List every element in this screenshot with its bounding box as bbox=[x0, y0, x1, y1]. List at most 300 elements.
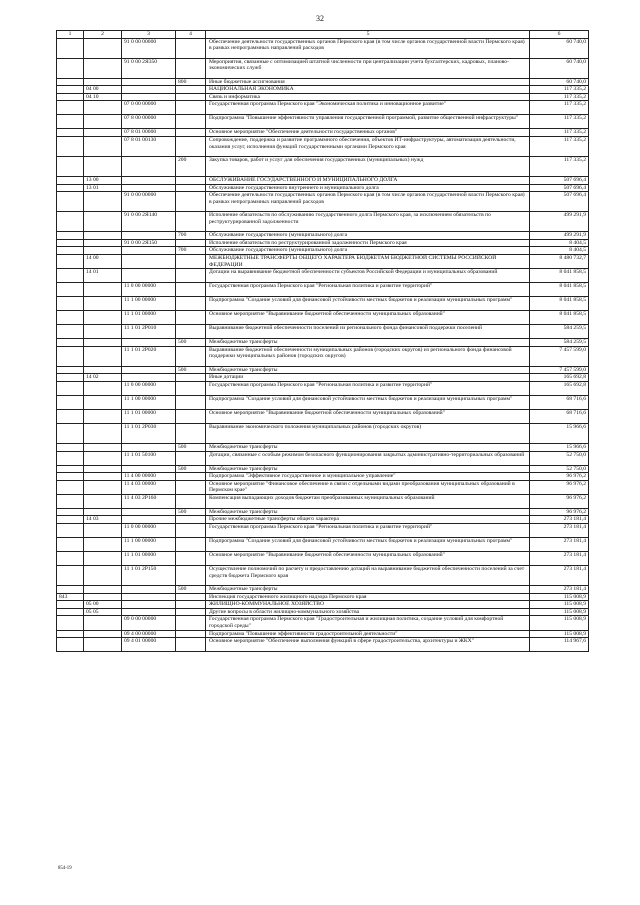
expense-type-code-cell bbox=[176, 311, 206, 325]
section-code-cell bbox=[84, 247, 122, 255]
description-cell: Связь и информатика bbox=[206, 93, 530, 101]
amount-cell: 115 008,9 bbox=[530, 608, 589, 616]
amount-cell: 117 335,2 bbox=[530, 93, 589, 101]
table-row bbox=[57, 311, 589, 325]
description-cell: Закупка товаров, работ и услуг для обеспечения государственных (муниципальных) нужд bbox=[206, 156, 530, 176]
grbs-code-cell bbox=[57, 269, 84, 283]
description-cell: Основное мероприятие "Финансовое обеспечение в связи с отдельными видами преобразования муниципальных образований в Пермском крае" bbox=[206, 480, 530, 494]
expense-type-code-cell bbox=[176, 58, 206, 78]
target-article-code-cell: 11 1 00 00000 bbox=[122, 538, 176, 552]
description-cell: Подпрограмма "Повышение эффективности управления государственной программой, развитие общественной инфраструктуры" bbox=[206, 115, 530, 129]
grbs-code-cell bbox=[57, 616, 84, 630]
description-cell: Обслуживание государственного (муниципального) долга bbox=[206, 232, 530, 240]
grbs-code-cell bbox=[57, 254, 84, 268]
table-row bbox=[57, 184, 589, 192]
table-row bbox=[57, 552, 589, 566]
amount-cell: 96 976,2 bbox=[530, 508, 589, 516]
amount-cell: 7 457 599,0 bbox=[530, 346, 589, 366]
table-row bbox=[57, 254, 589, 268]
description-cell: Обеспечение деятельности государственных органов Пермского края (в том числе органов государственной власти Пермского края) в рамках непрограммных направлений расходов bbox=[206, 192, 530, 212]
description-cell: Основное мероприятие "Обеспечение деятельности государственных органов" bbox=[206, 129, 530, 137]
section-code-cell bbox=[84, 156, 122, 176]
table-row bbox=[57, 86, 589, 94]
amount-cell: 273 181,4 bbox=[530, 566, 589, 586]
expense-type-code-cell bbox=[176, 494, 206, 508]
grbs-code-cell bbox=[57, 78, 84, 86]
amount-cell: 68 716,6 bbox=[530, 395, 589, 409]
target-article-code-cell: 91 0 00 2Я350 bbox=[122, 58, 176, 78]
grbs-code-cell bbox=[57, 239, 84, 247]
description-cell: Государственная программа Пермского края "Экономическая политика и инновационное развитие" bbox=[206, 101, 530, 115]
description-cell: Выравнивание экономического положения муниципальных районов (городских округов) bbox=[206, 423, 530, 443]
table-row bbox=[57, 395, 589, 409]
description-cell: Исполнение обязательств по обслуживанию государственного долга Пермского края, за исключением обязательств по реструктурированной задолженности bbox=[206, 212, 530, 232]
target-article-code-cell: 09 4 01 00000 bbox=[122, 638, 176, 652]
table-row bbox=[57, 232, 589, 240]
section-code-cell bbox=[84, 129, 122, 137]
table-row bbox=[57, 423, 589, 443]
expense-type-code-cell bbox=[176, 552, 206, 566]
amount-cell: 8 041 858,5 bbox=[530, 311, 589, 325]
section-code-cell bbox=[84, 494, 122, 508]
amount-cell: 114 967,6 bbox=[530, 638, 589, 652]
amount-cell: 96 976,2 bbox=[530, 494, 589, 508]
table-row bbox=[57, 176, 589, 184]
expense-type-code-cell bbox=[176, 115, 206, 129]
grbs-code-cell bbox=[57, 184, 84, 192]
table-row bbox=[57, 409, 589, 423]
target-article-code-cell bbox=[122, 601, 176, 609]
description-cell: Обслуживание государственного (муниципального) долга bbox=[206, 247, 530, 255]
expense-type-code-cell: 200 bbox=[176, 156, 206, 176]
amount-cell: 96 976,2 bbox=[530, 480, 589, 494]
amount-cell: 60 740,0 bbox=[530, 58, 589, 78]
section-code-cell bbox=[84, 423, 122, 443]
target-article-code-cell: 11 1 01 50100 bbox=[122, 451, 176, 465]
grbs-code-cell bbox=[57, 93, 84, 101]
amount-cell: 15 966,6 bbox=[530, 423, 589, 443]
amount-cell: 165 692,8 bbox=[530, 374, 589, 382]
target-article-code-cell bbox=[122, 443, 176, 451]
grbs-code-cell bbox=[57, 538, 84, 552]
section-code-cell bbox=[84, 381, 122, 395]
amount-cell: 499 291,9 bbox=[530, 212, 589, 232]
grbs-code-cell bbox=[57, 524, 84, 538]
expense-type-code-cell bbox=[176, 283, 206, 297]
table-row bbox=[57, 516, 589, 524]
target-article-code-cell bbox=[122, 184, 176, 192]
expense-type-code-cell bbox=[176, 616, 206, 630]
expense-type-code-cell bbox=[176, 451, 206, 465]
description-cell: Осуществление полномочий по расчету и предоставлению дотаций на выравнивание бюджетной обеспеченности поселений за счет средств бюджета Пермского края bbox=[206, 566, 530, 586]
description-cell: Подпрограмма "Эффективное государственное и муниципальное управление" bbox=[206, 473, 530, 481]
table-row bbox=[57, 58, 589, 78]
table-row bbox=[57, 366, 589, 374]
target-article-code-cell: 11 1 01 00000 bbox=[122, 311, 176, 325]
grbs-code-cell bbox=[57, 212, 84, 232]
table-row bbox=[57, 101, 589, 115]
section-code-cell: 13 01 bbox=[84, 184, 122, 192]
grbs-code-cell bbox=[57, 346, 84, 366]
grbs-code-cell bbox=[57, 465, 84, 473]
section-code-cell bbox=[84, 346, 122, 366]
header-col-6: 6 bbox=[530, 31, 589, 39]
table-row bbox=[57, 601, 589, 609]
description-cell: Дотации на выравнивание бюджетной обеспеченности субъектов Российской Федерации и муниципальных образований bbox=[206, 269, 530, 283]
target-article-code-cell bbox=[122, 93, 176, 101]
amount-cell: 8 041 858,5 bbox=[530, 297, 589, 311]
grbs-code-cell bbox=[57, 232, 84, 240]
grbs-code-cell bbox=[57, 480, 84, 494]
grbs-code-cell bbox=[57, 283, 84, 297]
expense-type-code-cell bbox=[176, 176, 206, 184]
expense-type-code-cell: 700 bbox=[176, 247, 206, 255]
grbs-code-cell bbox=[57, 409, 84, 423]
expense-type-code-cell bbox=[176, 409, 206, 423]
target-article-code-cell: 07 8 00 00000 bbox=[122, 115, 176, 129]
amount-cell: 117 335,2 bbox=[530, 129, 589, 137]
section-code-cell bbox=[84, 325, 122, 339]
grbs-code-cell bbox=[57, 608, 84, 616]
table-row bbox=[57, 136, 589, 156]
target-article-code-cell: 91 0 00 2Я150 bbox=[122, 239, 176, 247]
amount-cell: 117 335,2 bbox=[530, 101, 589, 115]
grbs-code-cell bbox=[57, 247, 84, 255]
section-code-cell bbox=[84, 239, 122, 247]
section-code-cell: 13 00 bbox=[84, 176, 122, 184]
table-row bbox=[57, 473, 589, 481]
target-article-code-cell bbox=[122, 465, 176, 473]
grbs-code-cell bbox=[57, 381, 84, 395]
description-cell: Прочие межбюджетные трансферты общего характера bbox=[206, 516, 530, 524]
grbs-code-cell bbox=[57, 494, 84, 508]
section-code-cell: 14 01 bbox=[84, 269, 122, 283]
expense-type-code-cell: 500 bbox=[176, 586, 206, 594]
section-code-cell bbox=[84, 524, 122, 538]
expense-type-code-cell bbox=[176, 346, 206, 366]
amount-cell: 115 008,9 bbox=[530, 630, 589, 638]
description-cell: Государственная программа Пермского края "Региональная политика и развитие территорий" bbox=[206, 524, 530, 538]
amount-cell: 8 404,5 bbox=[530, 247, 589, 255]
expense-type-code-cell bbox=[176, 395, 206, 409]
section-code-cell bbox=[84, 311, 122, 325]
expense-type-code-cell bbox=[176, 239, 206, 247]
amount-cell: 52 750,0 bbox=[530, 465, 589, 473]
target-article-code-cell bbox=[122, 176, 176, 184]
table-row bbox=[57, 129, 589, 137]
grbs-code-cell bbox=[57, 311, 84, 325]
description-cell: Выравнивание бюджетной обеспеченности муниципальных районов (городских округов) из регионального фонда финансовой поддержки муниципальных районов (городских округов) bbox=[206, 346, 530, 366]
amount-cell: 115 008,9 bbox=[530, 601, 589, 609]
target-article-code-cell bbox=[122, 508, 176, 516]
expense-type-code-cell bbox=[176, 136, 206, 156]
target-article-code-cell: 11 4 03 2Р160 bbox=[122, 494, 176, 508]
table-row bbox=[57, 566, 589, 586]
section-code-cell: 04 10 bbox=[84, 93, 122, 101]
target-article-code-cell bbox=[122, 586, 176, 594]
amount-cell: 273 181,4 bbox=[530, 538, 589, 552]
table-row bbox=[57, 616, 589, 630]
amount-cell: 52 750,0 bbox=[530, 451, 589, 465]
table-row bbox=[57, 212, 589, 232]
description-cell: Межбюджетные трансферты bbox=[206, 586, 530, 594]
grbs-code-cell bbox=[57, 136, 84, 156]
expense-type-code-cell bbox=[176, 608, 206, 616]
target-article-code-cell: 07 0 00 00000 bbox=[122, 101, 176, 115]
description-cell: Основное мероприятие "Выравнивание бюджетной обеспеченности муниципальных образований" bbox=[206, 552, 530, 566]
expense-type-code-cell: 500 bbox=[176, 443, 206, 451]
description-cell: Другие вопросы в области жилищно-коммунального хозяйства bbox=[206, 608, 530, 616]
table-row bbox=[57, 443, 589, 451]
expense-type-code-cell bbox=[176, 638, 206, 652]
header-col-5: 5 bbox=[206, 31, 530, 39]
grbs-code-cell bbox=[57, 395, 84, 409]
table-row bbox=[57, 247, 589, 255]
grbs-code-cell bbox=[57, 552, 84, 566]
amount-cell: 15 966,6 bbox=[530, 443, 589, 451]
grbs-code-cell bbox=[57, 38, 84, 58]
target-article-code-cell: 91 0 00 2Я140 bbox=[122, 212, 176, 232]
grbs-code-cell bbox=[57, 586, 84, 594]
section-code-cell: 04 00 bbox=[84, 86, 122, 94]
target-article-code-cell: 11 1 01 2Р010 bbox=[122, 325, 176, 339]
target-article-code-cell: 11 0 00 00000 bbox=[122, 524, 176, 538]
expense-type-code-cell bbox=[176, 86, 206, 94]
description-cell: Подпрограмма "Повышение эффективности градостроительной деятельности" bbox=[206, 630, 530, 638]
section-code-cell bbox=[84, 473, 122, 481]
expense-type-code-cell: 800 bbox=[176, 78, 206, 86]
expense-type-code-cell bbox=[176, 480, 206, 494]
description-cell: Иные бюджетные ассигнования bbox=[206, 78, 530, 86]
table-row bbox=[57, 451, 589, 465]
description-cell: Основное мероприятие "Обеспечение выполнения функций в сфере градостроительства, архитектуры и ЖКХ" bbox=[206, 638, 530, 652]
amount-cell: 507 696,4 bbox=[530, 184, 589, 192]
expense-type-code-cell bbox=[176, 297, 206, 311]
section-code-cell bbox=[84, 38, 122, 58]
target-article-code-cell bbox=[122, 232, 176, 240]
amount-cell: 8 404,5 bbox=[530, 239, 589, 247]
expense-type-code-cell: 700 bbox=[176, 232, 206, 240]
table-row bbox=[57, 480, 589, 494]
header-col-2: 2 bbox=[84, 31, 122, 39]
expense-type-code-cell bbox=[176, 254, 206, 268]
amount-cell: 165 692,8 bbox=[530, 381, 589, 395]
description-cell: Подпрограмма "Создание условий для финансовой устойчивости местных бюджетов и реализации муниципальных программ" bbox=[206, 297, 530, 311]
grbs-code-cell bbox=[57, 451, 84, 465]
section-code-cell bbox=[84, 443, 122, 451]
grbs-code-cell bbox=[57, 638, 84, 652]
amount-cell: 8 041 858,5 bbox=[530, 269, 589, 283]
table-row bbox=[57, 192, 589, 212]
expense-type-code-cell bbox=[176, 538, 206, 552]
expense-type-code-cell bbox=[176, 325, 206, 339]
table-row bbox=[57, 638, 589, 652]
description-cell: Инспекция государственного жилищного надзора Пермского края bbox=[206, 593, 530, 601]
description-cell: Государственная программа Пермского края "Региональная политика и развитие территорий" bbox=[206, 283, 530, 297]
grbs-code-cell: 843 bbox=[57, 593, 84, 601]
expense-type-code-cell bbox=[176, 129, 206, 137]
expense-type-code-cell bbox=[176, 374, 206, 382]
amount-cell: 273 181,4 bbox=[530, 586, 589, 594]
target-article-code-cell: 11 0 00 00000 bbox=[122, 381, 176, 395]
expense-type-code-cell bbox=[176, 566, 206, 586]
target-article-code-cell: 11 1 01 00000 bbox=[122, 409, 176, 423]
section-code-cell bbox=[84, 638, 122, 652]
table-row bbox=[57, 374, 589, 382]
expense-type-code-cell bbox=[176, 93, 206, 101]
section-code-cell: 14 00 bbox=[84, 254, 122, 268]
table-row bbox=[57, 78, 589, 86]
description-cell: Иные дотации bbox=[206, 374, 530, 382]
description-cell: Исполнение обязательств по реструктурированной задолженности Пермского края bbox=[206, 239, 530, 247]
expense-type-code-cell: 500 bbox=[176, 339, 206, 347]
amount-cell: 273 181,4 bbox=[530, 552, 589, 566]
section-code-cell bbox=[84, 366, 122, 374]
description-cell: НАЦИОНАЛЬНАЯ ЭКОНОМИКА bbox=[206, 86, 530, 94]
table-row bbox=[57, 524, 589, 538]
amount-cell: 60 740,0 bbox=[530, 78, 589, 86]
target-article-code-cell bbox=[122, 78, 176, 86]
table-row bbox=[57, 508, 589, 516]
description-cell: Сопровождение, поддержка и развитие программного обеспечения, объектов ИТ-инфраструктуры, автоматизация деятельности, оказания услуг, исполнения функций государственными органами Пермского края bbox=[206, 136, 530, 156]
target-article-code-cell bbox=[122, 156, 176, 176]
table-row bbox=[57, 115, 589, 129]
description-cell: Межбюджетные трансферты bbox=[206, 465, 530, 473]
table-row bbox=[57, 586, 589, 594]
table-row bbox=[57, 494, 589, 508]
section-code-cell bbox=[84, 339, 122, 347]
section-code-cell bbox=[84, 465, 122, 473]
expense-type-code-cell: 500 bbox=[176, 465, 206, 473]
table-row bbox=[57, 630, 589, 638]
expense-type-code-cell bbox=[176, 593, 206, 601]
expense-type-code-cell: 500 bbox=[176, 508, 206, 516]
target-article-code-cell: 07 8 01 00000 bbox=[122, 129, 176, 137]
target-article-code-cell: 07 8 01 00130 bbox=[122, 136, 176, 156]
section-code-cell bbox=[84, 451, 122, 465]
amount-cell: 96 976,2 bbox=[530, 473, 589, 481]
target-article-code-cell bbox=[122, 374, 176, 382]
description-cell: Межбюджетные трансферты bbox=[206, 366, 530, 374]
amount-cell: 8 480 732,7 bbox=[530, 254, 589, 268]
section-code-cell bbox=[84, 586, 122, 594]
section-code-cell bbox=[84, 232, 122, 240]
grbs-code-cell bbox=[57, 86, 84, 94]
target-article-code-cell: 11 1 00 00000 bbox=[122, 395, 176, 409]
description-cell: МЕЖБЮДЖЕТНЫЕ ТРАНСФЕРТЫ ОБЩЕГО ХАРАКТЕРА БЮДЖЕТАМ БЮДЖЕТНОЙ СИСТЕМЫ РОССИЙСКОЙ ФЕДЕРАЦИИ bbox=[206, 254, 530, 268]
target-article-code-cell: 11 1 01 2Р150 bbox=[122, 566, 176, 586]
amount-cell: 117 335,2 bbox=[530, 115, 589, 129]
amount-cell: 584 259,5 bbox=[530, 339, 589, 347]
section-code-cell bbox=[84, 115, 122, 129]
section-code-cell bbox=[84, 58, 122, 78]
expense-type-code-cell bbox=[176, 38, 206, 58]
section-code-cell bbox=[84, 101, 122, 115]
section-code-cell: 14 03 bbox=[84, 516, 122, 524]
target-article-code-cell bbox=[122, 593, 176, 601]
target-article-code-cell bbox=[122, 247, 176, 255]
table-row bbox=[57, 93, 589, 101]
target-article-code-cell: 11 1 00 00000 bbox=[122, 297, 176, 311]
table-row bbox=[57, 381, 589, 395]
description-cell: Межбюджетные трансферты bbox=[206, 339, 530, 347]
grbs-code-cell bbox=[57, 601, 84, 609]
expense-type-code-cell bbox=[176, 630, 206, 638]
description-cell: Обеспечение деятельности государственных органов Пермского края (в том числе органов государственной власти Пермского края) в рамках непрограммных направлений расходов bbox=[206, 38, 530, 58]
description-cell: Подпрограмма "Создание условий для финансовой устойчивости местных бюджетов и реализации муниципальных программ" bbox=[206, 538, 530, 552]
expense-type-code-cell bbox=[176, 423, 206, 443]
amount-cell: 7 457 599,0 bbox=[530, 366, 589, 374]
target-article-code-cell: 91 0 00 00000 bbox=[122, 192, 176, 212]
section-code-cell bbox=[84, 566, 122, 586]
target-article-code-cell bbox=[122, 339, 176, 347]
grbs-code-cell bbox=[57, 473, 84, 481]
section-code-cell bbox=[84, 552, 122, 566]
amount-cell: 507 696,4 bbox=[530, 192, 589, 212]
amount-cell: 499 291,9 bbox=[530, 232, 589, 240]
page-number: 32 bbox=[316, 14, 324, 23]
target-article-code-cell bbox=[122, 269, 176, 283]
section-code-cell: 05 05 bbox=[84, 608, 122, 616]
target-article-code-cell: 11 0 00 00000 bbox=[122, 283, 176, 297]
expense-type-code-cell bbox=[176, 212, 206, 232]
budget-table bbox=[56, 30, 589, 652]
target-article-code-cell: 11 1 01 2Р020 bbox=[122, 346, 176, 366]
section-code-cell bbox=[84, 395, 122, 409]
table-row bbox=[57, 346, 589, 366]
section-code-cell bbox=[84, 593, 122, 601]
section-code-cell bbox=[84, 630, 122, 638]
amount-cell: 273 181,4 bbox=[530, 524, 589, 538]
table-row bbox=[57, 465, 589, 473]
section-code-cell bbox=[84, 192, 122, 212]
grbs-code-cell bbox=[57, 423, 84, 443]
grbs-code-cell bbox=[57, 325, 84, 339]
section-code-cell bbox=[84, 409, 122, 423]
section-code-cell bbox=[84, 616, 122, 630]
amount-cell: 273 181,4 bbox=[530, 516, 589, 524]
description-cell: Обслуживание государственного внутреннего и муниципального долга bbox=[206, 184, 530, 192]
table-row bbox=[57, 156, 589, 176]
table-row bbox=[57, 297, 589, 311]
section-code-cell bbox=[84, 283, 122, 297]
expense-type-code-cell bbox=[176, 381, 206, 395]
amount-cell: 117 335,2 bbox=[530, 136, 589, 156]
grbs-code-cell bbox=[57, 339, 84, 347]
grbs-code-cell bbox=[57, 101, 84, 115]
section-code-cell: 05 00 bbox=[84, 601, 122, 609]
table-row bbox=[57, 593, 589, 601]
header-col-1: 1 bbox=[57, 31, 84, 39]
amount-cell: 117 335,2 bbox=[530, 86, 589, 94]
amount-cell: 507 696,4 bbox=[530, 176, 589, 184]
grbs-code-cell bbox=[57, 192, 84, 212]
target-article-code-cell bbox=[122, 516, 176, 524]
expense-type-code-cell: 500 bbox=[176, 366, 206, 374]
section-code-cell bbox=[84, 212, 122, 232]
amount-cell: 117 335,2 bbox=[530, 156, 589, 176]
description-cell: Межбюджетные трансферты bbox=[206, 508, 530, 516]
section-code-cell bbox=[84, 136, 122, 156]
table-row bbox=[57, 608, 589, 616]
section-code-cell bbox=[84, 78, 122, 86]
section-code-cell bbox=[84, 508, 122, 516]
description-cell: Дотации, связанные с особым режимом безопасного функционирования закрытых административно-территориальных образований bbox=[206, 451, 530, 465]
grbs-code-cell bbox=[57, 366, 84, 374]
expense-type-code-cell bbox=[176, 524, 206, 538]
description-cell: Мероприятия, связанные с оптимизацией штатной численности при централизации учета бухгалтерских, кадровых, планово-экономических служб bbox=[206, 58, 530, 78]
grbs-code-cell bbox=[57, 566, 84, 586]
